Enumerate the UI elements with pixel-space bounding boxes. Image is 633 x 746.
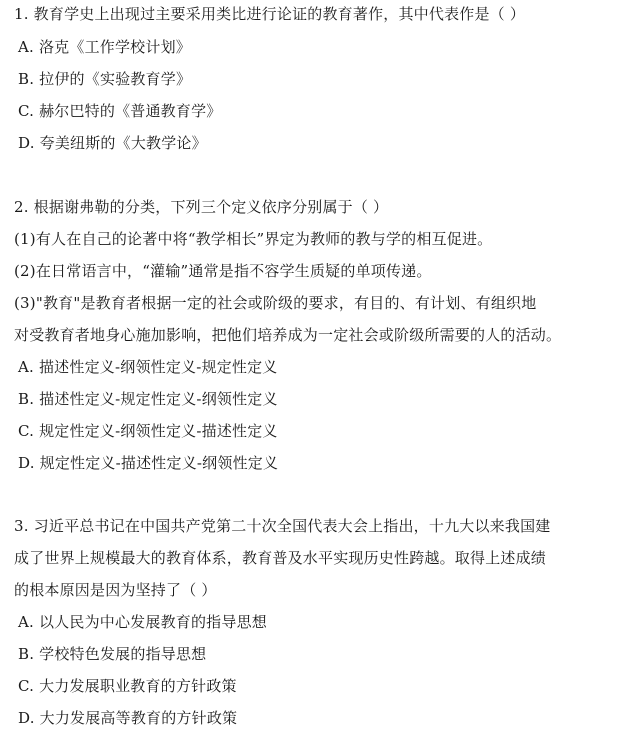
question-1-stem: 1. 教育学史上出现过主要采用类比进行论证的教育著作，其中代表作是（ ） bbox=[14, 5, 526, 23]
question-2-option-a: A. 描述性定义-纲领性定义-规定性定义 bbox=[18, 358, 278, 376]
question-3-option-b: B. 学校特色发展的指导思想 bbox=[18, 645, 207, 663]
question-3-option-c: C. 大力发展职业教育的方针政策 bbox=[18, 677, 237, 695]
question-3-stem-line-3: 的根本原因是因为坚持了（ ） bbox=[14, 581, 217, 599]
question-2-definition-3: (3)"教育"是教育者根据一定的社会或阶级的要求，有目的、有计划、有组织地 bbox=[14, 294, 537, 312]
question-2-definition-1: (1)有人在自己的论著中将“教学相长”界定为教师的教与学的相互促进。 bbox=[14, 230, 493, 248]
question-3-stem-line-2: 成了世界上规模最大的教育体系，教育普及水平实现历史性跨越。取得上述成绩 bbox=[14, 549, 547, 567]
question-3-option-d: D. 大力发展高等教育的方针政策 bbox=[18, 709, 238, 727]
question-3-stem-line-1: 3. 习近平总书记在中国共产党第二十次全国代表大会上指出，十九大以来我国建 bbox=[14, 517, 551, 535]
question-1-option-b: B. 拉伊的《实验教育学》 bbox=[18, 70, 192, 88]
question-2-stem: 2. 根据谢弗勒的分类，下列三个定义依序分别属于（ ） bbox=[14, 198, 389, 216]
question-2-definition-3-cont: 对受教育者地身心施加影响，把他们培养成为一定社会或阶级所需要的人的活动。 bbox=[14, 326, 562, 344]
question-2-option-c: C. 规定性定义-纲领性定义-描述性定义 bbox=[18, 422, 278, 440]
question-2-option-d: D. 规定性定义-描述性定义-纲领性定义 bbox=[18, 454, 279, 472]
question-1-option-a: A. 洛克《工作学校计划》 bbox=[18, 38, 191, 56]
question-2-option-b: B. 描述性定义-规定性定义-纲领性定义 bbox=[18, 390, 278, 408]
question-1-option-d: D. 夸美纽斯的《大教学论》 bbox=[18, 134, 207, 152]
question-1-option-c: C. 赫尔巴特的《普通教育学》 bbox=[18, 102, 222, 120]
question-3-option-a: A. 以人民为中心发展教育的指导思想 bbox=[18, 613, 267, 631]
question-2-definition-2: (2)在日常语言中，“灌输”通常是指不容学生质疑的单项传递。 bbox=[14, 262, 432, 280]
